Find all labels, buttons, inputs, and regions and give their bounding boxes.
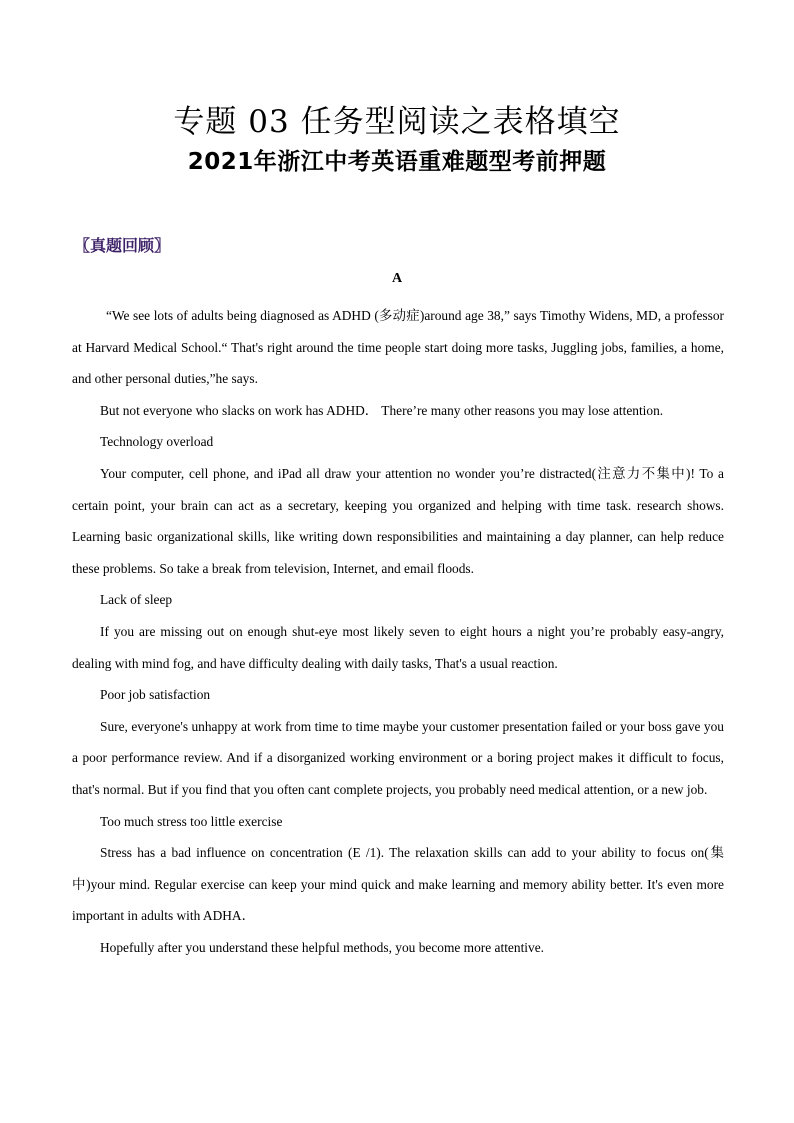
paragraph-sleep: If you are missing out on enough shut-eye most likely seven to eight hours a night you’re probably easy-angry, dealing with mind fog, and have difficulty dealing with daily tasks, That's a usual reaction. bbox=[72, 623, 724, 671]
document-title: 专题 03 任务型阅读之表格填空 bbox=[173, 104, 621, 140]
subheading-poor-job-satisfaction: Poor job satisfaction bbox=[100, 687, 211, 703]
paragraph-reasons: But not everyone who slacks on work has ADHD． There’re many other reasons you may lose attention. bbox=[100, 402, 664, 418]
paragraph-technology: Your computer, cell phone, and iPad all draw your attention no wonder you’re distracted(注意力不集中)! To a certain point, your brain can act as a secretary, keeping you organized and helping with time task. research shows. Learning basic organizational skills, like writing down responsibilities and maintaining a day planner, can help reduce these problems. So take a break from television, Internet, and email floods. bbox=[72, 465, 724, 576]
document-subtitle: 2021年浙江中考英语重难题型考前押题 bbox=[187, 149, 607, 175]
paragraph-intro: “We see lots of adults being diagnosed as ADHD (多动症)around age 38,” says Timothy Widens, MD, a professor at Harvard Medical School.“ That's right around the time people start doing more tasks, Juggling jobs, families, a home, and other personal duties,”he says. bbox=[72, 308, 724, 387]
passage-label: A bbox=[391, 271, 403, 286]
passage-body bbox=[72, 300, 724, 963]
section-heading: 〖真题回顾〗 bbox=[74, 236, 171, 255]
subheading-lack-of-sleep: Lack of sleep bbox=[100, 592, 173, 608]
subheading-technology-overload: Technology overload bbox=[100, 434, 214, 450]
subheading-stress-exercise: Too much stress too little exercise bbox=[100, 813, 283, 829]
paragraph-job: Sure, everyone's unhappy at work from time to time maybe your customer presentation failed or your boss gave you a poor performance review. And if a disorganized working environment or a boring project makes it difficult to focus, that's normal. But if you find that you often cant complete projects, you probably need medical attention, or a new job. bbox=[72, 718, 724, 797]
paragraph-conclusion: Hopefully after you understand these helpful methods, you become more attentive. bbox=[100, 939, 544, 955]
paragraph-stress: Stress has a bad influence on concentration (E /1). The relaxation skills can add to your ability to focus on(集中)your mind. Regular exercise can keep your mind quick and make learning and memory ability better. It's even more important in adults with ADHA． bbox=[72, 845, 724, 924]
